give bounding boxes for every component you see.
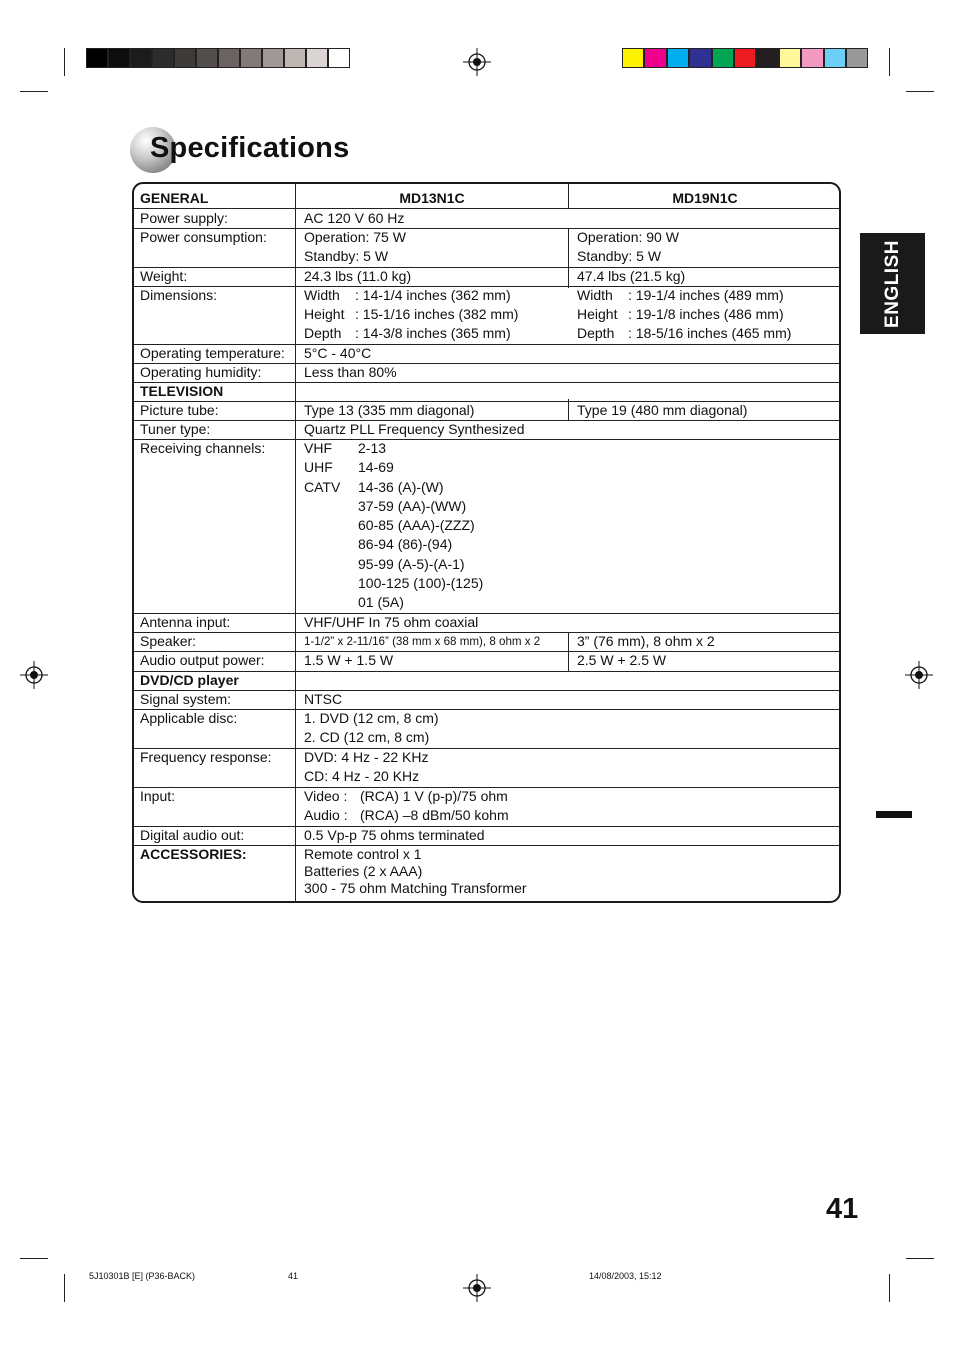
catv-range: 60-85 (AAA)-(ZZZ) — [358, 517, 475, 533]
color-swatch — [622, 48, 644, 68]
crop-mark — [64, 1274, 65, 1302]
registration-mark-icon — [463, 1274, 491, 1302]
row-value: Standby: 5 W — [304, 248, 389, 264]
gray-swatch — [86, 48, 108, 68]
gray-swatch — [196, 48, 218, 68]
row-value: 2.5 W + 2.5 W — [577, 652, 667, 668]
section-heading-television: TELEVISION — [140, 383, 224, 399]
gray-swatch — [240, 48, 262, 68]
dimension-value: : 19-1/8 inches (486 mm) — [628, 306, 784, 322]
row-value: 5°C - 40°C — [304, 345, 372, 361]
row-label: Dimensions: — [140, 287, 218, 303]
crop-mark — [20, 91, 48, 92]
gray-swatch — [218, 48, 240, 68]
color-swatch — [824, 48, 846, 68]
registration-mark-icon — [905, 661, 933, 689]
language-tab-label: ENGLISH — [881, 239, 903, 328]
dimension-value: : 19-1/4 inches (489 mm) — [628, 287, 784, 303]
accessory-item: Remote control x 1 — [304, 846, 422, 862]
row-value: 0.5 Vp-p 75 ohms terminated — [304, 827, 485, 843]
gray-swatch — [152, 48, 174, 68]
row-label: Operating humidity: — [140, 364, 262, 380]
row-value: 47.4 lbs (21.5 kg) — [577, 268, 686, 284]
side-marker-bar — [876, 811, 912, 818]
band-range: 14-69 — [358, 459, 394, 475]
row-value: NTSC — [304, 691, 343, 707]
row-value: AC 120 V 60 Hz — [304, 210, 405, 226]
registration-mark-icon — [20, 661, 48, 689]
row-value: 1-1/2” x 2-11/16” (38 mm x 68 mm), 8 ohm x 2 — [304, 635, 541, 648]
row-value: Operation: 75 W — [304, 229, 406, 245]
color-swatch — [846, 48, 868, 68]
row-label: Antenna input: — [140, 614, 231, 630]
color-swatch — [801, 48, 823, 68]
model-header-b: MD19N1C — [672, 190, 738, 206]
catv-range: 95-99 (A-5)-(A-1) — [358, 556, 465, 572]
column-divider — [568, 632, 569, 672]
accessory-item: 300 - 75 ohm Matching Transformer — [304, 880, 527, 896]
band-name: CATV — [304, 479, 341, 495]
row-value: 3” (76 mm), 8 ohm x 2 — [577, 633, 715, 649]
row-value: Less than 80% — [304, 364, 397, 380]
column-divider — [568, 228, 569, 288]
footer-job-id: 5J10301B [E] (P36-BACK) — [89, 1271, 196, 1281]
row-label: Operating temperature: — [140, 345, 285, 361]
row-label: Receiving channels: — [140, 440, 266, 456]
color-swatch — [689, 48, 711, 68]
row-divider — [134, 671, 841, 672]
page-title: Specifications — [150, 132, 350, 164]
row-label: Signal system: — [140, 691, 232, 707]
page-number: 41 — [826, 1193, 859, 1225]
crop-mark — [20, 1258, 48, 1259]
row-value: Quartz PLL Frequency Synthesized — [304, 421, 525, 437]
row-value: CD: 4 Hz - 20 KHz — [304, 768, 420, 784]
row-label: Frequency response: — [140, 749, 272, 765]
dimension-value: : 15-1/16 inches (382 mm) — [355, 306, 519, 322]
dimension-value: : 14-1/4 inches (362 mm) — [355, 287, 511, 303]
row-value: Type 13 (335 mm diagonal) — [304, 402, 475, 418]
row-divider — [134, 709, 841, 710]
model-header-a: MD13N1C — [399, 190, 465, 206]
color-swatch — [667, 48, 689, 68]
row-value: 1. DVD (12 cm, 8 cm) — [304, 710, 439, 726]
section-heading-general: GENERAL — [140, 190, 209, 206]
specifications-table — [132, 182, 841, 903]
gray-swatch — [306, 48, 328, 68]
row-divider — [134, 690, 841, 691]
column-divider — [568, 399, 569, 421]
row-label: Speaker: — [140, 633, 197, 649]
row-label: Input: — [140, 788, 176, 804]
gray-swatch — [108, 48, 130, 68]
row-label: Digital audio out: — [140, 827, 245, 843]
band-range: 14-36 (A)-(W) — [358, 479, 444, 495]
dimension-name: Height — [577, 306, 618, 322]
row-label: Picture tube: — [140, 402, 219, 418]
dimension-value: : 14-3/8 inches (365 mm) — [355, 325, 511, 341]
color-swatch — [779, 48, 801, 68]
input-name: Video : — [304, 788, 348, 804]
gray-swatch — [328, 48, 350, 68]
row-divider — [134, 267, 841, 268]
dimension-name: Depth — [304, 325, 342, 341]
crop-mark — [64, 48, 65, 76]
input-name: Audio : — [304, 807, 348, 823]
crop-mark — [889, 48, 890, 76]
band-range: 2-13 — [358, 440, 387, 456]
row-label: Tuner type: — [140, 421, 211, 437]
gray-swatch — [130, 48, 152, 68]
section-heading-accessories: ACCESSORIES: — [140, 846, 247, 862]
row-label: Power supply: — [140, 210, 228, 226]
section-heading-dvd: DVD/CD player — [140, 672, 239, 688]
row-label: Applicable disc: — [140, 710, 238, 726]
catv-range: 86-94 (86)-(94) — [358, 536, 453, 552]
crop-mark — [906, 91, 934, 92]
catv-range: 01 (5A) — [358, 594, 404, 610]
color-swatch — [734, 48, 756, 68]
gray-swatch — [262, 48, 284, 68]
row-value: 2. CD (12 cm, 8 cm) — [304, 729, 430, 745]
row-value: DVD: 4 Hz - 22 KHz — [304, 749, 429, 765]
crop-mark — [889, 1274, 890, 1302]
row-value: Standby: 5 W — [577, 248, 662, 264]
catv-range: 37-59 (AA)-(WW) — [358, 498, 467, 514]
row-value: Operation: 90 W — [577, 229, 679, 245]
language-tab — [860, 233, 925, 334]
catv-range: 100-125 (100)-(125) — [358, 575, 484, 591]
color-swatch — [712, 48, 734, 68]
dimension-name: Width — [577, 287, 613, 303]
band-name: UHF — [304, 459, 333, 475]
color-swatch — [644, 48, 666, 68]
dimension-name: Width — [304, 287, 340, 303]
gray-swatch — [284, 48, 306, 68]
row-label: Power consumption: — [140, 229, 267, 245]
registration-mark-icon — [463, 48, 491, 76]
row-label: Audio output power: — [140, 652, 265, 668]
dimension-name: Height — [304, 306, 345, 322]
footer-page: 41 — [288, 1271, 299, 1281]
dimension-value: : 18-5/16 inches (465 mm) — [628, 325, 792, 341]
band-name: VHF — [304, 440, 332, 456]
footer-timestamp: 14/08/2003, 15:12 — [589, 1271, 662, 1281]
input-value: (RCA) 1 V (p-p)/75 ohm — [360, 788, 508, 804]
accessory-item: Batteries (2 x AAA) — [304, 863, 423, 879]
dimension-name: Depth — [577, 325, 615, 341]
row-value: 1.5 W + 1.5 W — [304, 652, 394, 668]
column-divider — [295, 184, 296, 903]
gray-swatch — [174, 48, 196, 68]
row-value: VHF/UHF In 75 ohm coaxial — [304, 614, 479, 630]
row-value: 24.3 lbs (11.0 kg) — [304, 268, 412, 284]
input-value: (RCA) –8 dBm/50 kohm — [360, 807, 509, 823]
color-swatch — [756, 48, 778, 68]
row-divider — [134, 613, 841, 614]
crop-mark — [906, 1258, 934, 1259]
row-label: Weight: — [140, 268, 188, 284]
row-value: Type 19 (480 mm diagonal) — [577, 402, 748, 418]
